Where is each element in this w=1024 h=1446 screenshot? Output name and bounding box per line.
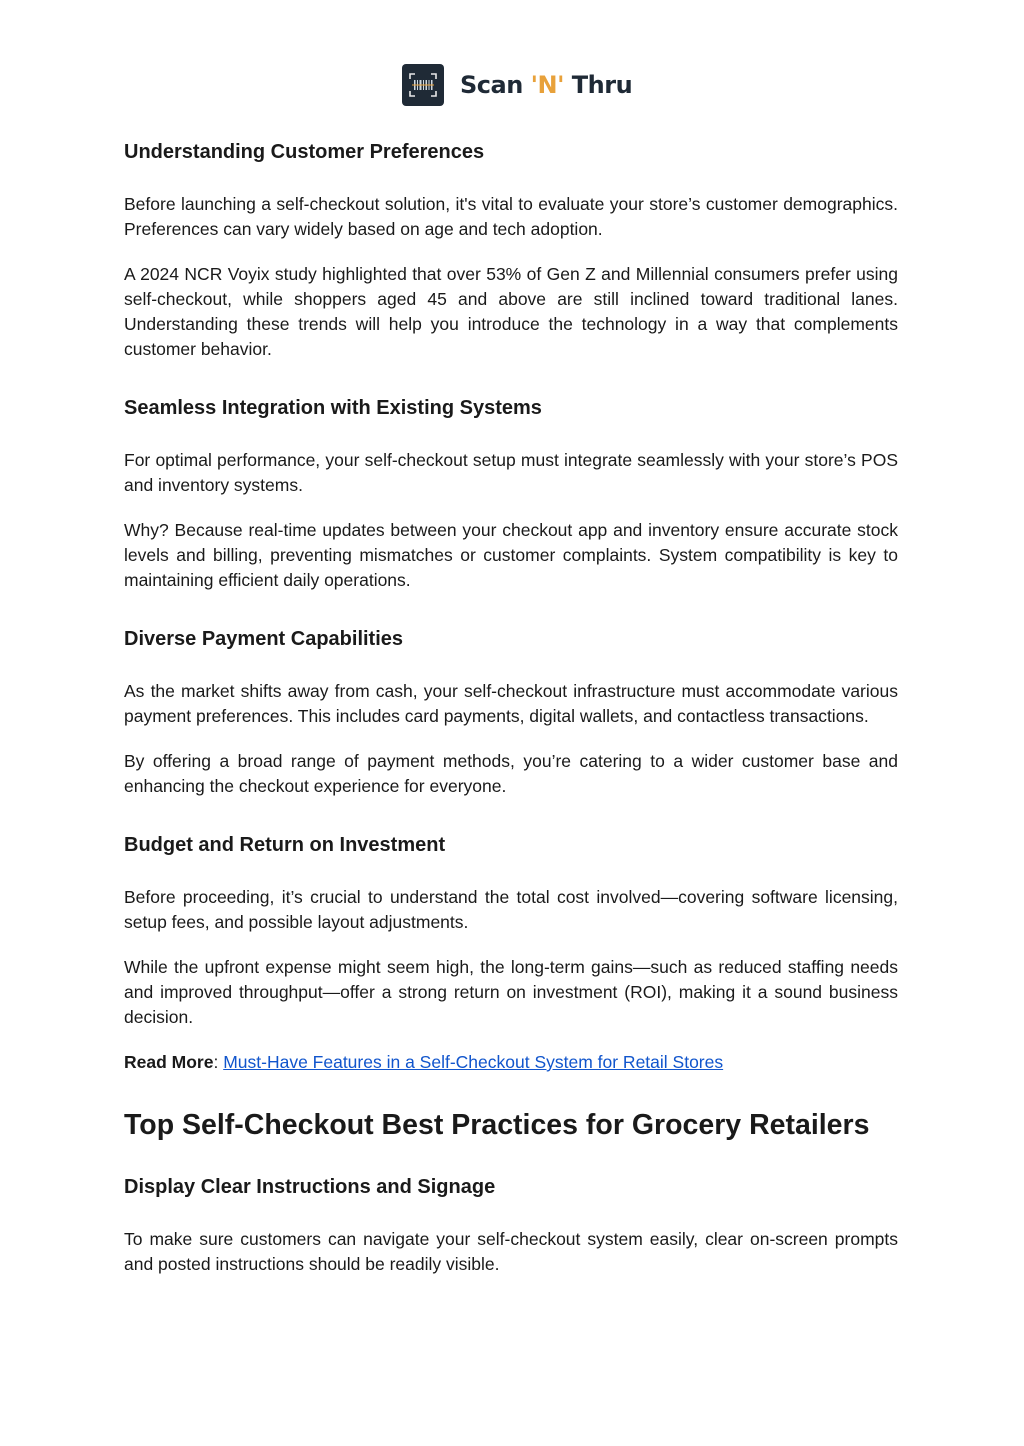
section-paragraph: By offering a broad range of payment methods, you’re catering to a wider customer base and enhancing the checkout experience for everyone. bbox=[124, 751, 898, 796]
main-heading: Top Self-Checkout Best Practices for Grocery Retailers bbox=[124, 1109, 870, 1141]
section-paragraph: Before proceeding, it’s crucial to understand the total cost involved—covering software licensing, setup fees, and possible layout adjustments. bbox=[124, 887, 898, 932]
read-more-separator: : bbox=[213, 1052, 224, 1072]
section-paragraph: A 2024 NCR Voyix study highlighted that over 53% of Gen Z and Millennial consumers prefer using self-checkout, while shoppers aged 45 and above are still inclined toward traditional lanes. Understanding these trends will help you introduce the technology in a way that complements customer behavior. bbox=[124, 264, 898, 359]
section-heading: Diverse Payment Capabilities bbox=[124, 628, 404, 650]
section-paragraph: While the upfront expense might seem high, the long-term gains—such as reduced staffing needs and improved throughput—offer a strong return on investment (ROI), making it a sound business decision. bbox=[124, 957, 898, 1027]
section-paragraph: Before launching a self-checkout solution, it's vital to evaluate your store’s customer demographics. Preferences can vary widely based on age and tech adoption. bbox=[124, 194, 898, 239]
section-paragraph: For optimal performance, your self-checkout setup must integrate seamlessly with your store’s POS and inventory systems. bbox=[124, 450, 898, 495]
subsection-paragraph: To make sure customers can navigate your self-checkout system easily, clear on-screen prompts and posted instructions should be readily visible. bbox=[124, 1229, 898, 1274]
section-heading: Understanding Customer Preferences bbox=[124, 141, 485, 163]
brand-name-accent: 'N' bbox=[530, 71, 564, 99]
read-more bbox=[124, 1050, 898, 1075]
section-heading: Budget and Return on Investment bbox=[124, 834, 446, 856]
brand-name bbox=[460, 71, 632, 99]
brand-name-part1: Scan bbox=[460, 71, 531, 99]
section-paragraph: As the market shifts away from cash, your self-checkout infrastructure must accommodate various payment preferences. This includes card payments, digital wallets, and contactless transactions. bbox=[124, 681, 898, 726]
article-content bbox=[124, 136, 898, 1297]
read-more-link[interactable]: Must-Have Features in a Self-Checkout System for Retail Stores bbox=[223, 1052, 724, 1072]
section-heading: Seamless Integration with Existing Systems bbox=[124, 397, 542, 419]
brand-name-part2: Thru bbox=[563, 71, 633, 99]
barcode-scan-icon bbox=[402, 64, 444, 106]
read-more-label: Read More bbox=[124, 1052, 214, 1072]
section-paragraph: Why? Because real-time updates between your checkout app and inventory ensure accurate stock levels and billing, preventing mismatches or customer complaints. System compatibility is key to maintaining efficient daily operations. bbox=[124, 520, 898, 590]
brand-logo bbox=[402, 64, 632, 106]
subsection-heading: Display Clear Instructions and Signage bbox=[124, 1176, 496, 1198]
